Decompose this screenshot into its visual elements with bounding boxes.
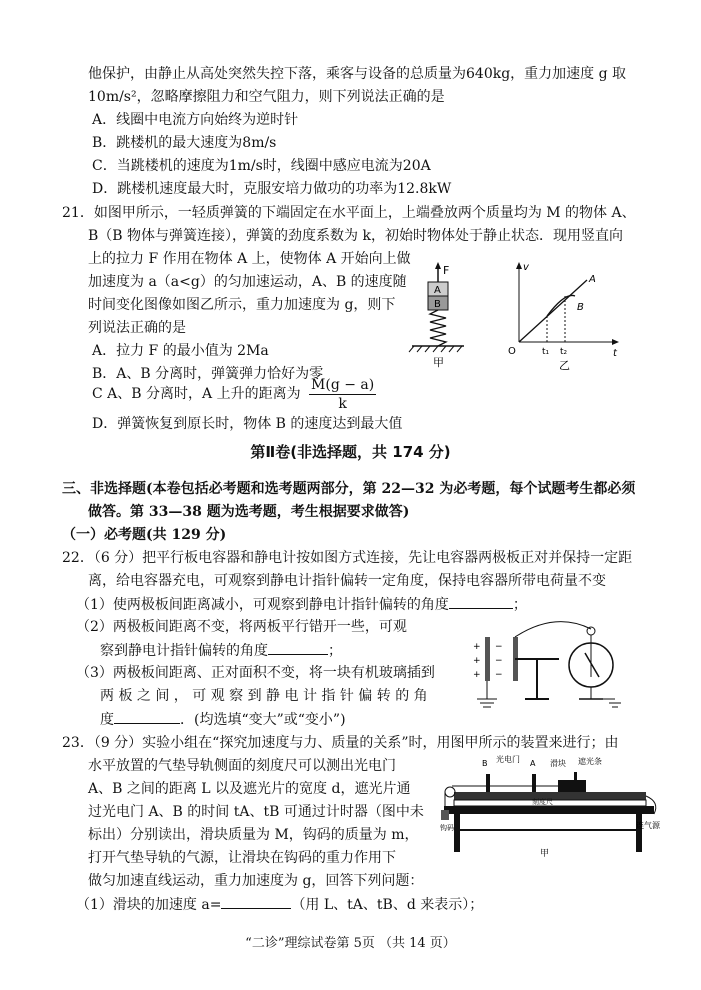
q20-option-d: D．跳楼机速度最大时，克服安培力做功的功率为12.8kW: [92, 181, 452, 197]
q20-option-a: A．线圈中电流方向始终为逆时针: [92, 112, 299, 128]
q23-text-line-3: A、B 之间的距离 L 以及遮光片的宽度 d，遮光片通: [88, 781, 411, 797]
capacitor-plate-left: [485, 637, 490, 681]
connecting-wire: [515, 622, 591, 637]
block-a-label: A: [434, 285, 441, 296]
ground-hatch: [409, 346, 462, 352]
gate-a: [532, 774, 536, 792]
v-axis-arrow: [516, 262, 522, 269]
q23-text-line-4: 过光电门 A、B 的时间 tA、tB 可通过计时器（图中未: [88, 804, 424, 820]
section-title: 第Ⅱ卷(非选择题，共 174 分): [250, 443, 451, 461]
q20-option-b: B．跳楼机的最大速度为8m/s: [92, 135, 277, 151]
gate-a-label: A: [530, 759, 536, 768]
spring-figure: [400, 262, 480, 372]
line-a-label: A: [589, 274, 596, 285]
q21-text-line-3: 上的拉力 F 作用在物体 A 上，使物体 A 开始向上做: [88, 251, 411, 267]
force-arrow-head: [435, 262, 441, 269]
t-axis-label: t: [613, 348, 617, 359]
q21-option-c-text: C A、B 分离时，A 上升的距离为: [92, 386, 301, 402]
ruler-label: 刻度尺: [532, 798, 553, 806]
q20-option-c: C．当跳楼机的速度为1m/s时，线圈中感应电流为20A: [92, 158, 431, 174]
q23-text-line-5: 标出）分别读出，滑块质量为 M，钩码的质量为 m，: [88, 827, 419, 843]
q23-text-line-7: 做匀加速直线运动，重力加速度为 g，回答下列问题：: [88, 873, 424, 889]
q22-sub-1-end: ；: [512, 597, 527, 613]
slider-label: 滑块: [550, 759, 566, 768]
q21-text-line-5: 时间变化图像如图乙所示，重力加速度为 g，则下: [88, 297, 396, 313]
q22-sub-1: [76, 594, 527, 615]
q21-option-d: D．弹簧恢复到原长时，物体 B 的速度达到最大值: [92, 416, 403, 432]
figure-caption: 乙: [559, 359, 570, 372]
electrometer-needle: [585, 653, 599, 677]
q23-sub-1: [76, 894, 483, 915]
q22-sub-2a: （2）两极板间距离不变，将两板平行错开一些，可观: [76, 619, 407, 635]
pulley: [445, 787, 455, 797]
minus-sign: −: [495, 656, 503, 666]
page-footer: “二诊”理综试卷第 5页 （共 14 页）: [245, 936, 456, 951]
t1-label: t₁: [542, 347, 550, 357]
v-axis-label: v: [523, 262, 529, 273]
air-track-figure: [440, 752, 675, 860]
q23-sub-1-end: （用 L、tA、tB、d 来表示）；: [291, 897, 484, 913]
part3-line-1: 三、非选择题(本卷包括必考题和选考题两部分，第 22—32 为必考题，每个试题考生都必须: [62, 481, 636, 497]
capacitor-electrometer-figure: [455, 615, 630, 715]
figure-caption: 甲: [433, 356, 444, 369]
q22-text-line-2: 离，给电容器充电，可观察到静电计指针偏转一定角度，保持电容器所带电荷量不变: [88, 573, 606, 589]
fraction-numerator: M(g − a): [311, 376, 375, 393]
q23-text-line-2: 水平放置的气垫导轨侧面的刻度尺可以测出光电门: [88, 758, 396, 774]
force-label: F: [443, 264, 450, 277]
part3-line-2: 做答。第 33—38 题为选考题，考生根据要求做答): [88, 504, 410, 520]
q22-sub-2b: [100, 640, 342, 661]
spring: [430, 310, 446, 346]
plus-sign: +: [473, 656, 481, 666]
q21-text-line-6: 列说法正确的是: [88, 320, 186, 336]
hook-weight-label: 钩码: [440, 824, 454, 832]
table-top: [444, 806, 654, 814]
q22-sub-1-text: （1）使两极板间距离减小，可观察到静电计指针偏转的角度: [76, 597, 449, 613]
q22-sub-2b-text: 察到静电计指针偏转的角度: [100, 643, 268, 659]
q21-text-line-1: 21．如图甲所示，一轻质弹簧的下端固定在水平面上，上端叠放两个质量均为 M 的物体 A、: [62, 205, 636, 221]
gate-b: [486, 774, 490, 792]
plus-sign: +: [473, 670, 481, 680]
q22-text-line-1: 22．（6 分）把平行板电容器和静电计按如图方式连接，先让电容器两极板正对并保持一定距: [62, 550, 633, 566]
block-b-label: B: [434, 299, 441, 310]
q20-text-line-2: 10m/s²，忽略摩擦阻力和空气阻力，则下列说法正确的是: [88, 89, 445, 105]
electrometer-knob: [587, 627, 595, 635]
answer-blank[interactable]: [221, 894, 291, 909]
part3-subheading: （一）必考题(共 129 分): [62, 527, 227, 543]
q21-text-line-2: B（B 物体与弹簧连接），弹簧的劲度系数为 k，初始时物体处于静止状态．现用竖直向: [88, 228, 623, 244]
slider: [558, 780, 586, 792]
q22-sub-3b: 两 板 之 间 ， 可 观 察 到 静 电 计 指 针 偏 转 的 角: [100, 688, 428, 704]
curve-b-label: B: [577, 302, 584, 313]
q22-sub-3-end: ．(均选填“变大”或“变小”): [180, 712, 346, 728]
t2-label: t₂: [560, 347, 568, 357]
q21-option-a: A．拉力 F 的最小值为 2Ma: [92, 343, 269, 359]
hook-weight: [441, 810, 449, 820]
q22-sub-3c-text: 度: [100, 712, 114, 728]
minus-sign: −: [495, 670, 503, 680]
q22-sub-2-end: ；: [328, 643, 342, 659]
answer-blank[interactable]: [449, 594, 513, 609]
q23-sub-1-text: （1）滑块的加速度 a=: [76, 897, 222, 913]
answer-blank[interactable]: [268, 640, 328, 655]
q21-text-line-4: 加速度为 a（a<g）的匀加速运动，A、B 的速度随: [88, 274, 407, 290]
fraction-denominator: k: [338, 395, 347, 412]
t-axis-arrow: [612, 339, 619, 345]
q21-option-c: [92, 374, 376, 414]
q21-option-b: B．A、B 分离时，弹簧弹力恰好为零: [92, 366, 324, 382]
gate-label: 光电门: [496, 755, 520, 764]
q20-text-line-1: 他保护，由静止从高处突然失控下落，乘客与设备的总质量为640kg，重力加速度 g 取: [88, 66, 627, 82]
q23-text-line-6: 打开气垫导轨的气源，让滑块在钩码的重力作用下: [88, 850, 396, 866]
shading-label: 遮光条: [578, 757, 602, 766]
velocity-time-graph: [505, 258, 625, 373]
shading-strip: [574, 772, 577, 780]
table-leg-right: [636, 814, 642, 852]
air-source-label: 连气源: [636, 821, 660, 830]
q22-sub-3a: （3）两极板间距离、正对面积不变，将一块有机玻璃插到: [76, 665, 435, 681]
q23-text-line-1: 23．（9 分）实验小组在“探究加速度与力、质量的关系”时，用图甲所示的装置来进行；由: [62, 735, 619, 751]
table-leg-left: [454, 814, 460, 852]
origin-label: O: [508, 346, 516, 357]
gate-b-label: B: [482, 759, 488, 768]
figure-caption: 甲: [540, 849, 550, 859]
q22-sub-3c: [100, 709, 346, 730]
plus-sign: +: [473, 642, 481, 652]
minus-sign: −: [495, 642, 503, 652]
q21-option-c-fraction: [309, 376, 376, 413]
answer-blank[interactable]: [114, 709, 180, 724]
